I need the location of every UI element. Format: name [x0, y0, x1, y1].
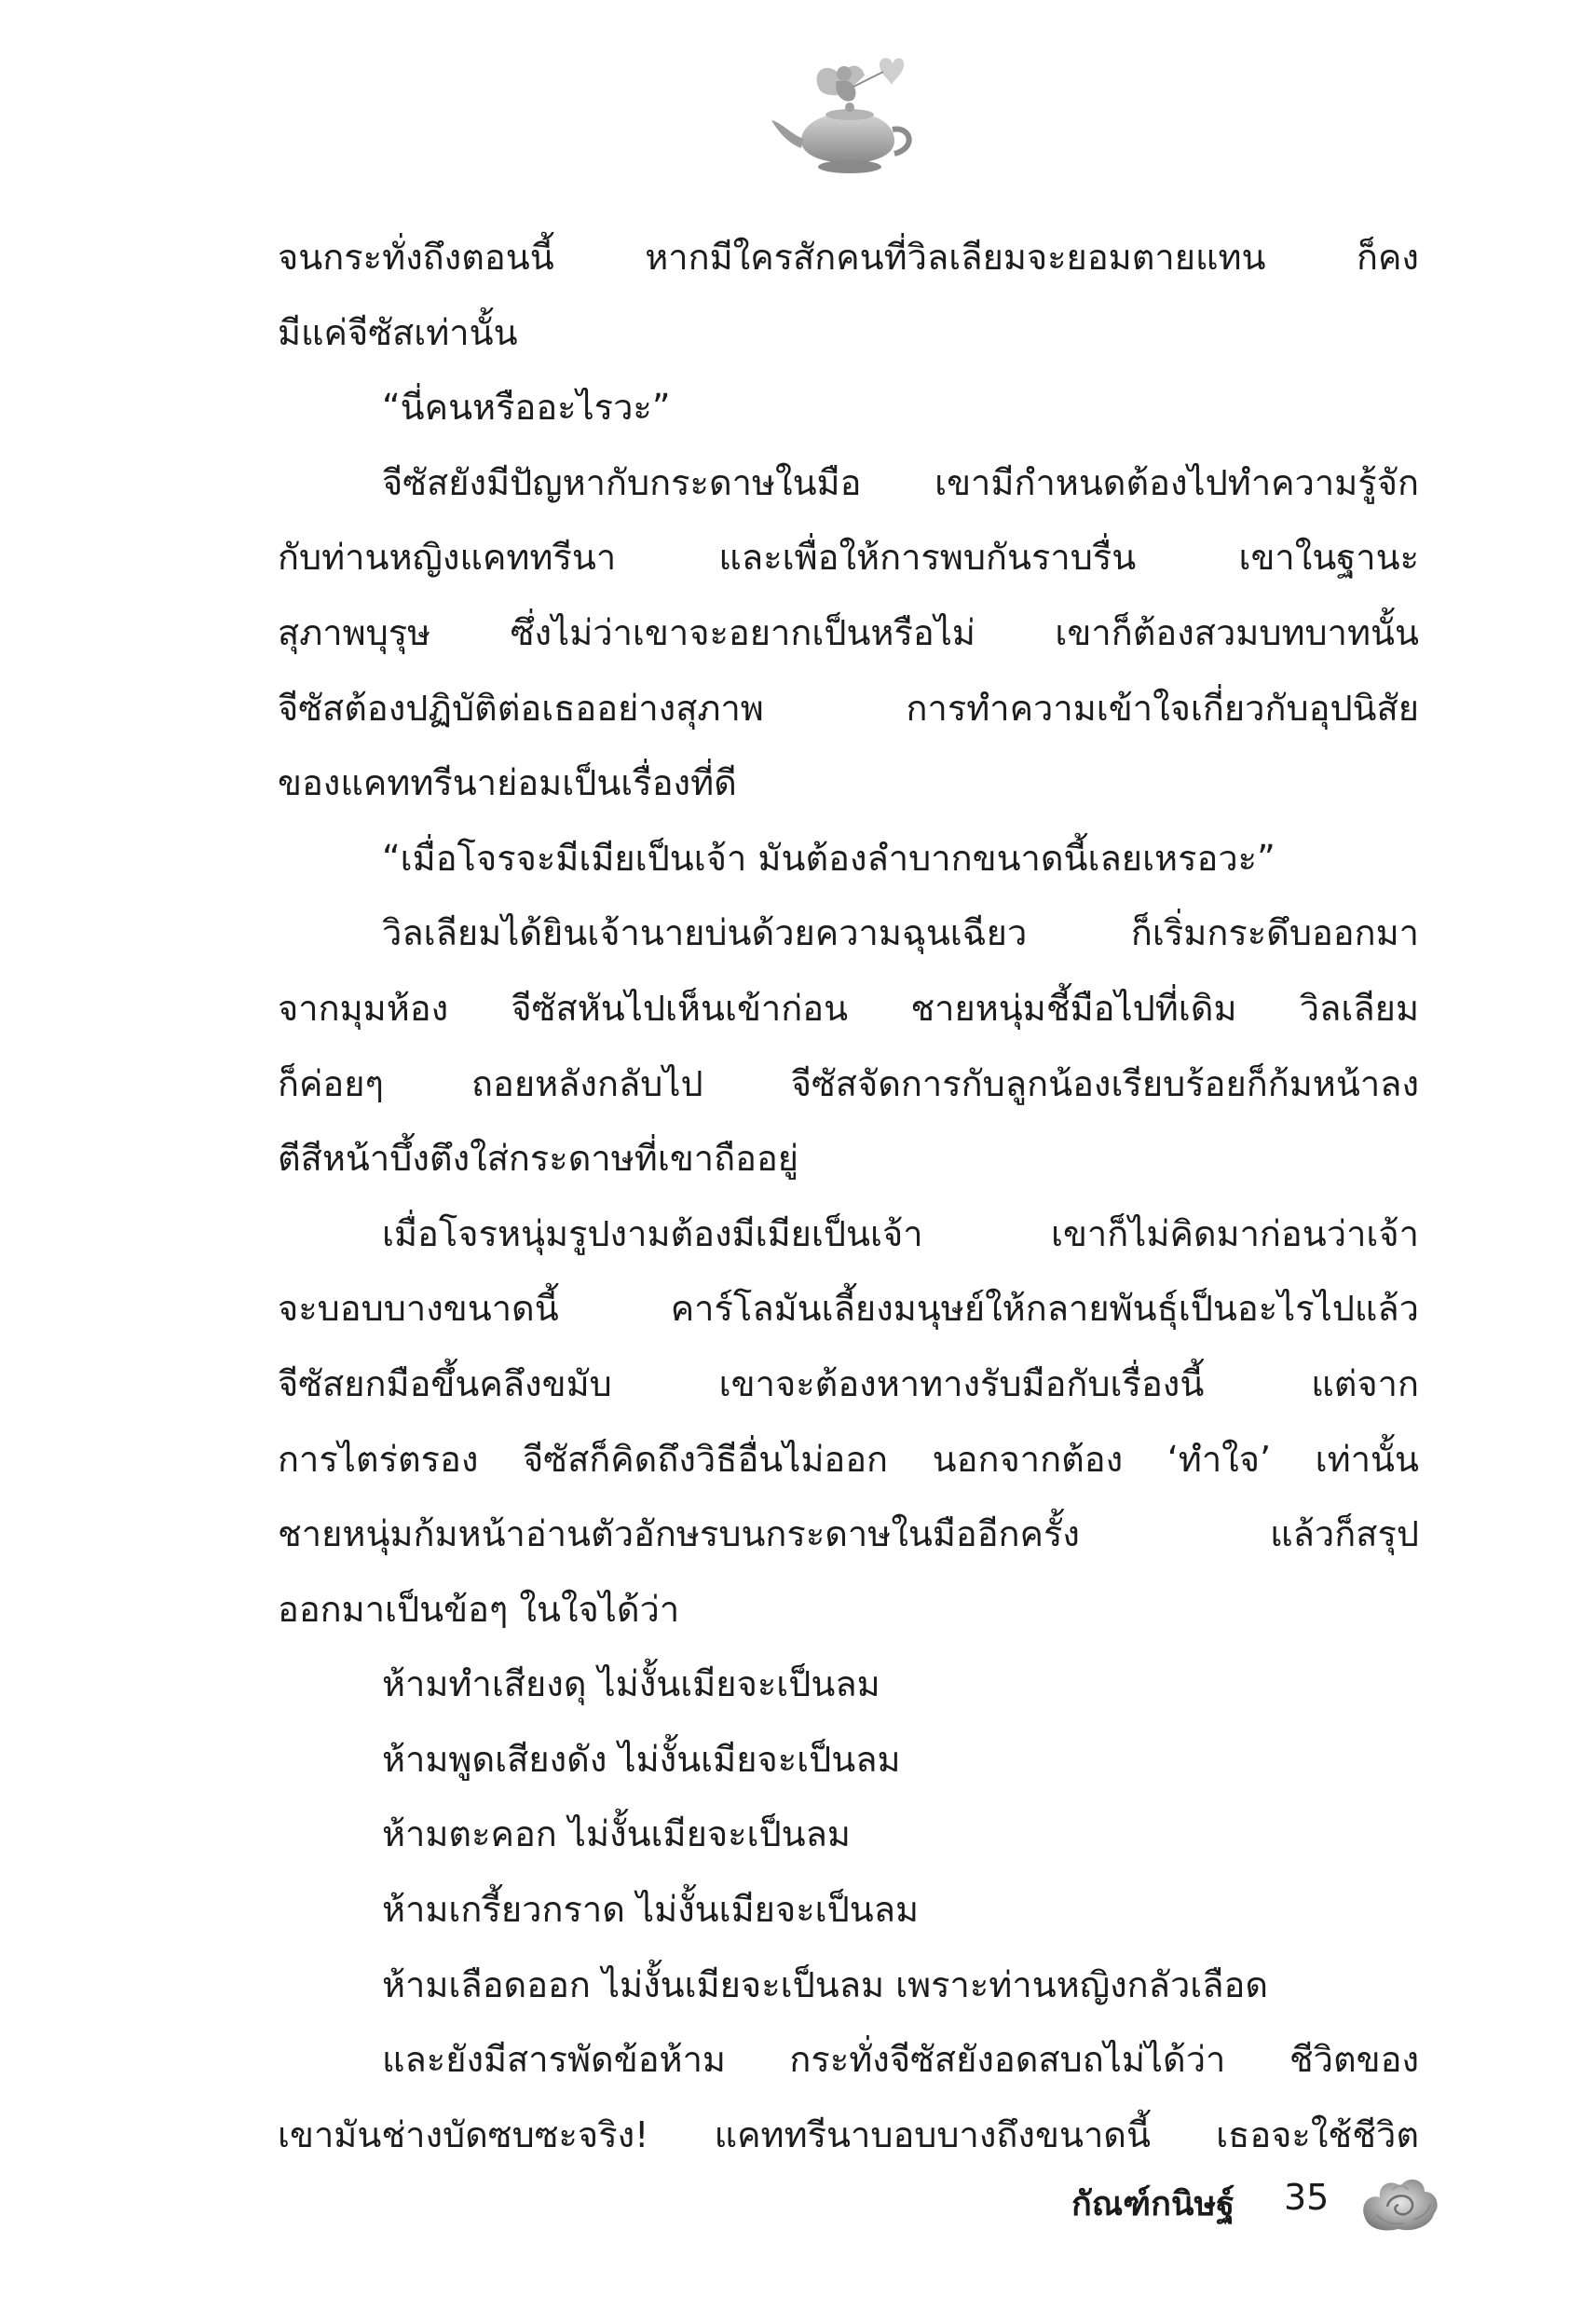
text-line: ห้ามเกรี้ยวกราด ไม่งั้นเมียจะเป็นลม [382, 1889, 920, 1931]
text-line: กับท่านหญิงแคททรีนา และเพื่อให้การพบกันราบรื่น เขาในฐานะ [278, 537, 1419, 579]
text-line: ชายหนุ่มก้มหน้าอ่านตัวอักษรบนกระดาษในมืออีกครั้ง แล้วก็สรุป [278, 1513, 1419, 1555]
text-line: วิลเลียมได้ยินเจ้านายบ่นด้วยความฉุนเฉียว ก็เริ่มกระดึบออกมา [382, 912, 1419, 954]
text-line: และยังมีสารพัดข้อห้าม กระทั่งจีซัสยังอดสบถไม่ได้ว่า ชีวิตของ [382, 2039, 1419, 2081]
text-line: มีแค่จีซัสเท่านั้น [278, 311, 518, 353]
body-text [278, 220, 1419, 2172]
text-line: ของแคททรีนาย่อมเป็นเรื่องที่ดี [278, 762, 737, 804]
text-line: การไตร่ตรอง จีซัสก็คิดถึงวิธีอื่นไม่ออก นอกจากต้อง ‘ทำใจ’ เท่านั้น [278, 1438, 1419, 1480]
text-line: ตีสีหน้าบึ้งตึงใส่กระดาษที่เขาถืออยู่ [278, 1138, 799, 1180]
text-line: ออกมาเป็นข้อๆ ในใจได้ว่า [278, 1588, 680, 1630]
cupid-teapot-ornament-icon [764, 51, 922, 182]
text-line: จีซัสต้องปฏิบัติต่อเธออย่างสุภาพ การทำความเข้าใจเกี่ยวกับอุปนิสัย [278, 687, 1419, 729]
text-line: ห้ามเลือดออก ไม่งั้นเมียจะเป็นลม เพราะท่านหญิงกลัวเลือด [382, 1963, 1269, 2005]
text-line: จนกระทั่งถึงตอนนี้ หากมีใครสักคนที่วิลเลียมจะยอมตายแทน ก็คง [278, 237, 1419, 278]
text-line: จีซัสยังมีปัญหากับกระดาษในมือ เขามีกำหนดต้องไปทำความรู้จัก [382, 461, 1419, 503]
text-line: ห้ามพูดเสียงดัง ไม่งั้นเมียจะเป็นลม [382, 1738, 901, 1780]
text-line: เมื่อโจรหนุ่มรูปงามต้องมีเมียเป็นเจ้า เขาก็ไม่คิดมาก่อนว่าเจ้า [382, 1212, 1419, 1254]
text-line: ก็ค่อยๆ ถอยหลังกลับไป จีซัสจัดการกับลูกน้องเรียบร้อยก็ก้มหน้าลง [278, 1062, 1419, 1104]
text-line: สุภาพบุรุษ ซึ่งไม่ว่าเขาจะอยากเป็นหรือไม่ เขาก็ต้องสวมบทบาทนั้น [278, 611, 1419, 653]
text-line: จะบอบบางขนาดนี้ คาร์โลมันเลี้ยงมนุษย์ให้กลายพันธุ์เป็นอะไรไปแล้ว [278, 1288, 1419, 1330]
page-number: 35 [1284, 2177, 1330, 2218]
text-line: จากมุมห้อง จีซัสหันไปเห็นเข้าก่อน ชายหนุ่มชี้มือไปที่เดิม วิลเลียม [278, 987, 1419, 1029]
text-line: เขามันช่างบัดซบซะจริง! แคททรีนาบอบบางถึงขนาดนี้ เธอจะใช้ชีวิต [278, 2113, 1419, 2155]
text-line: “นี่คนหรืออะไรวะ” [382, 387, 671, 429]
text-line: “เมื่อโจรจะมีเมียเป็นเจ้า มันต้องลำบากขนาดนี้เลยเหรอวะ” [382, 837, 1275, 879]
page-footer [1071, 2153, 1444, 2246]
text-line: ห้ามตะคอก ไม่งั้นเมียจะเป็นลม [382, 1813, 851, 1855]
text-line: จีซัสยกมือขึ้นคลึงขมับ เขาจะต้องหาทางรับมือกับเรื่องนี้ แต่จาก [278, 1362, 1419, 1404]
rose-icon [1356, 2153, 1444, 2236]
author-name: กัณฑ์กนิษฐ์ [1071, 2185, 1235, 2223]
text-line: ห้ามทำเสียงดุ ไม่งั้นเมียจะเป็นลม [382, 1663, 880, 1705]
